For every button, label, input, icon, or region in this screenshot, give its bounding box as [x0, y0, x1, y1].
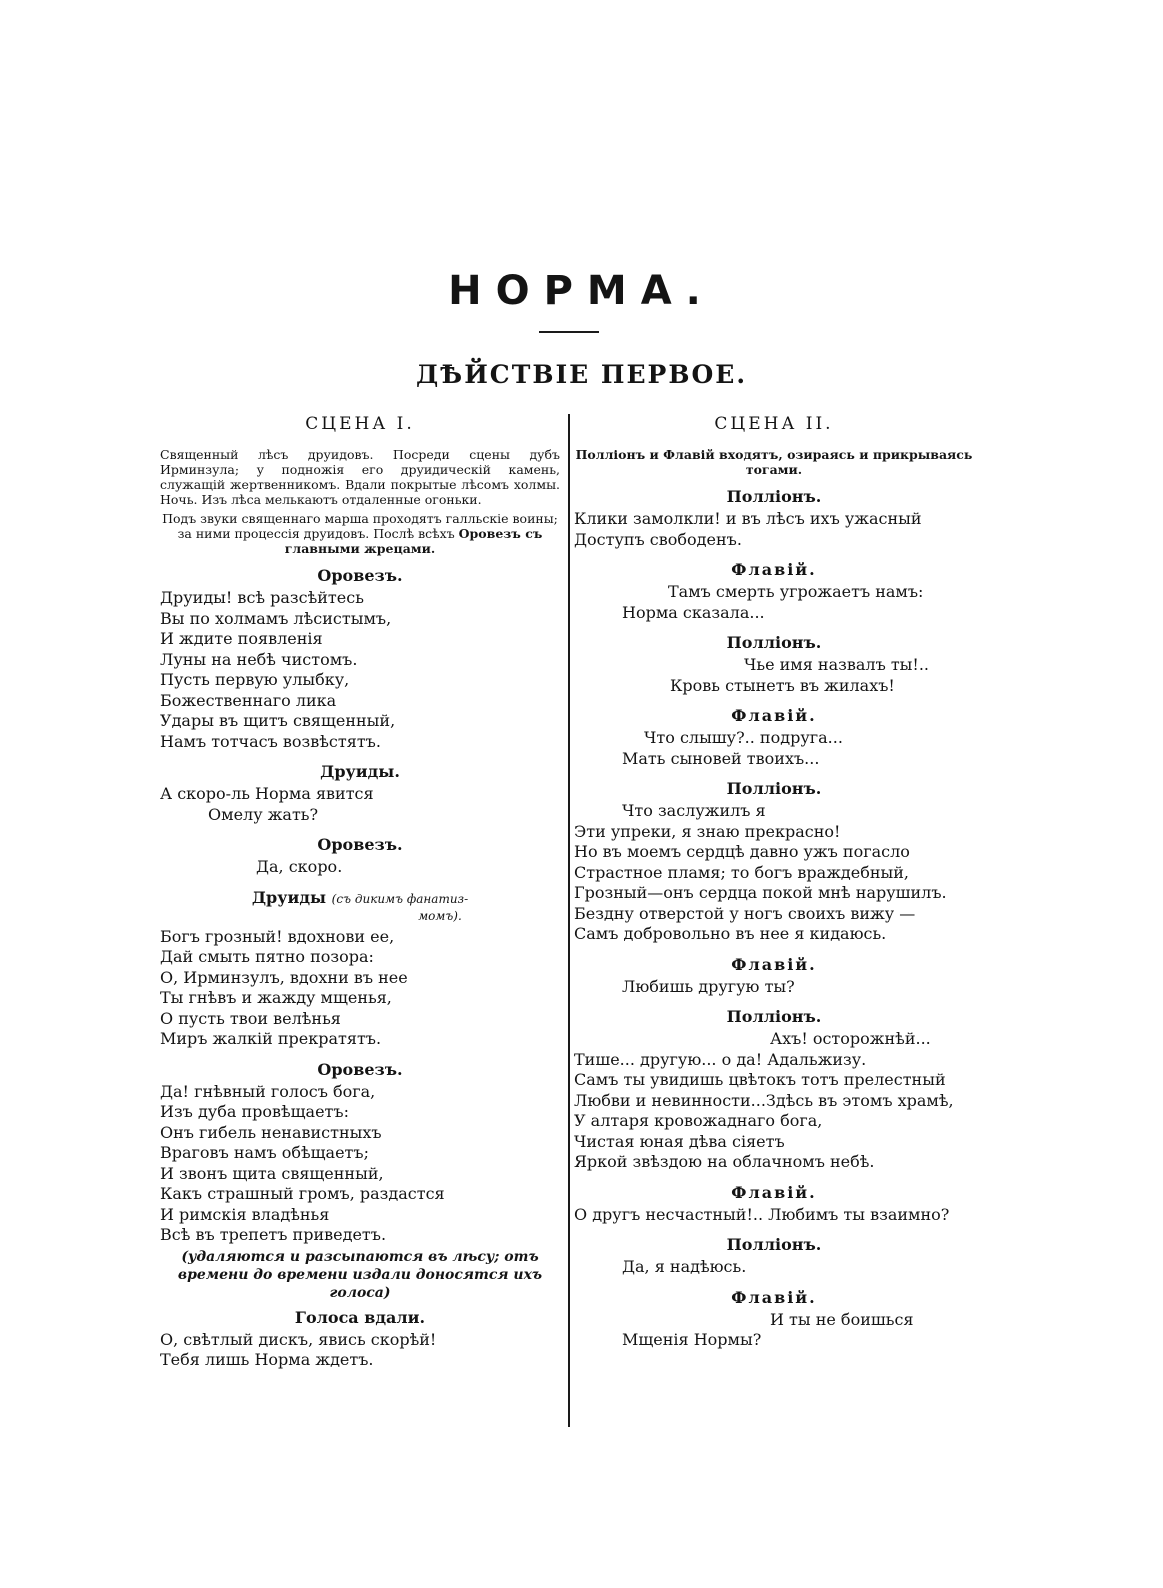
verse-line: Чистая юная дѣва сіяетъ [574, 1131, 785, 1151]
speaker-name: Оровезъ. [317, 566, 403, 585]
verse-line: О пусть твои велѣнья [160, 1008, 341, 1028]
verse-line: Чье имя назвалъ ты!.. [744, 655, 930, 674]
verse-line: Мать сыновей твоихъ... [622, 748, 820, 768]
speaker-name: Друиды [251, 887, 327, 907]
stage-direction [160, 511, 560, 556]
verse-line: Кровь стынетъ въ жилахъ! [670, 675, 895, 695]
verse-line: Омелу жать? [208, 804, 319, 824]
speaker-name: Полліонъ. [726, 1235, 822, 1254]
scene-1-heading: СЦЕНА I. [305, 414, 415, 434]
verse-line: Бездну отверстой у ногъ своихъ вижу — [574, 903, 916, 923]
speaker-name: Полліонъ. [726, 1007, 822, 1026]
verse-line: Дай смыть пятно позора: [160, 947, 374, 966]
stage-direction: Священный лѣсъ друидовъ. Посреди сцены дубъ Ирминзула; у подножія его друидическій камень, служащій жертвенникомъ. Вдали покрытые лѣсомъ холмы. Ночь. Изъ лѣса мелькаютъ отдаленные огоньки. [160, 447, 560, 507]
speaker-name: Друиды. [320, 762, 400, 781]
verse-line: Вы по холмамъ лѣсистымъ, [160, 608, 392, 628]
speaker-name: Полліонъ. [726, 633, 822, 652]
verse-line: Всѣ въ трепетъ приведетъ. [160, 1225, 387, 1244]
verse-line: А скоро-ль Норма явится [160, 784, 374, 803]
scene-1-column [160, 413, 560, 1371]
verse-line: Грозный—онъ сердца покой мнѣ нарушилъ. [574, 883, 947, 902]
verse-line: Клики замолкли! и въ лѣсъ ихъ ужасный [574, 509, 922, 528]
verse-block [160, 927, 560, 1050]
stage-direction-bold: Оровезъ съ главными жрецами. [284, 526, 543, 556]
speaker-name: Голоса вдали. [294, 1307, 426, 1327]
column-divider [568, 414, 570, 1427]
scene-2-heading: СЦЕНА II. [714, 414, 834, 434]
verse-block [574, 509, 974, 550]
verse-line: Самъ добровольно въ нее я кидаюсь. [574, 924, 887, 943]
speaker-direction: (съ дикимъ фанатиз- [331, 891, 469, 906]
verse-block [160, 1082, 560, 1246]
speaker-direction-cont: момъ). [418, 908, 462, 923]
verse-line: Луны на небѣ чистомъ. [160, 649, 358, 669]
verse-block [574, 1310, 974, 1351]
verse-line: О, Ирминзулъ, вдохни въ нее [160, 967, 408, 987]
verse-line: Божественнаго лика [160, 690, 337, 710]
verse-line: Эти упреки, я знаю прекрасно! [574, 821, 841, 841]
verse-line: О другъ несчастный!.. Любимъ ты взаимно? [574, 1204, 950, 1224]
verse-block [574, 1257, 974, 1278]
verse-block [160, 857, 560, 878]
speaker-name: Флавій. [731, 1182, 817, 1202]
verse-block [574, 655, 974, 696]
verse-block [160, 1330, 560, 1371]
verse-line: И звонъ щита священный, [160, 1163, 384, 1183]
verse-line: Какъ страшный громъ, раздастся [160, 1184, 445, 1203]
stage-direction-bold: Полліонъ и Флавій входятъ, озираясь и прикрываясь тогами. [575, 447, 973, 477]
act-heading: ДѢЙСТВІЕ ПЕРВОЕ. [415, 360, 748, 389]
stage-direction: (удаляются и разсыпаются въ лѣсу; отъ времени до времени издали доносятся ихъ голоса) [177, 1248, 543, 1301]
page-title: НОРМА. [448, 268, 715, 314]
speaker-name: Оровезъ. [317, 1059, 403, 1079]
verse-line: Что заслужилъ я [622, 801, 766, 820]
speaker-name: Флавій. [731, 560, 817, 579]
stage-direction [574, 447, 974, 477]
verse-line: Страстное пламя; то богъ враждебный, [574, 862, 910, 882]
verse-line: Миръ жалкій прекратятъ. [160, 1029, 382, 1048]
verse-block [160, 784, 560, 825]
speaker-name: Флавій. [731, 1287, 817, 1307]
verse-block [574, 977, 974, 998]
verse-line: Мщенія Нормы? [622, 1330, 762, 1349]
verse-line: Друиды! всѣ разсѣйтесь [160, 588, 364, 607]
verse-line: Тамъ смерть угрожаетъ намъ: [668, 582, 924, 601]
verse-line: Но въ моемъ сердцѣ давно ужъ погасло [574, 842, 910, 861]
verse-line: Намъ тотчасъ возвѣстятъ. [160, 731, 381, 751]
verse-line: Да, скоро. [256, 857, 343, 876]
speaker-with-direction [160, 888, 560, 909]
verse-block [574, 1029, 974, 1173]
verse-line: Что слышу?.. подруга... [644, 728, 843, 747]
verse-line: И ты не боишься [770, 1309, 914, 1329]
verse-line: Любишь другую ты? [622, 976, 795, 996]
verse-line: И ждите появленія [160, 629, 323, 648]
verse-line: Ахъ! осторожнѣй... [770, 1029, 931, 1048]
speaker-name: Оровезъ. [317, 835, 403, 854]
stage-direction-text: Подъ звуки священнаго марша проходятъ галльскіе воины; за ними процессія друидовъ. Послѣ всѣхъ [162, 511, 558, 541]
verse-line: Доступъ свободенъ. [574, 529, 742, 549]
verse-line: Враговъ намъ обѣщаетъ; [160, 1143, 369, 1162]
verse-line: И римскія владѣнья [160, 1204, 330, 1224]
verse-line: Богъ грозный! вдохнови ее, [160, 926, 395, 946]
speaker-name: Флавій. [731, 706, 817, 725]
verse-line: Да! гнѣвный голосъ бога, [160, 1081, 376, 1101]
verse-line: У алтаря кровожаднаго бога, [574, 1111, 823, 1130]
speaker-name: Флавій. [731, 954, 817, 974]
title-rule [539, 331, 599, 333]
verse-line: Любви и невинности...Здѣсь въ этомъ храмѣ, [574, 1090, 954, 1110]
verse-line: Самъ ты увидишь цвѣтокъ тотъ прелестный [574, 1070, 946, 1089]
scene-2-column [574, 413, 974, 1351]
verse-block [574, 801, 974, 945]
verse-line: Удары въ щитъ священный, [160, 711, 396, 730]
verse-line: Онъ гибель ненавистныхъ [160, 1122, 382, 1142]
verse-block [574, 582, 974, 623]
verse-line: Пусть первую улыбку, [160, 670, 350, 689]
verse-line: Тише... другую... о да! Адальжизу. [574, 1049, 867, 1069]
verse-line: Ты гнѣвъ и жажду мщенья, [160, 988, 392, 1007]
speaker-name: Полліонъ. [726, 487, 822, 506]
verse-line: Тебя лишь Норма ждетъ. [160, 1350, 374, 1369]
verse-line: Яркой звѣздою на облачномъ небѣ. [574, 1152, 875, 1171]
verse-line: О, свѣтлый дискъ, явись скорѣй! [160, 1329, 437, 1349]
verse-block [160, 588, 560, 752]
verse-line: Да, я надѣюсь. [622, 1257, 747, 1276]
verse-line: Норма сказала... [622, 602, 765, 622]
verse-block [574, 728, 974, 769]
verse-block [574, 1205, 974, 1226]
speaker-name: Полліонъ. [726, 779, 822, 798]
verse-line: Изъ дуба провѣщаетъ: [160, 1102, 349, 1121]
